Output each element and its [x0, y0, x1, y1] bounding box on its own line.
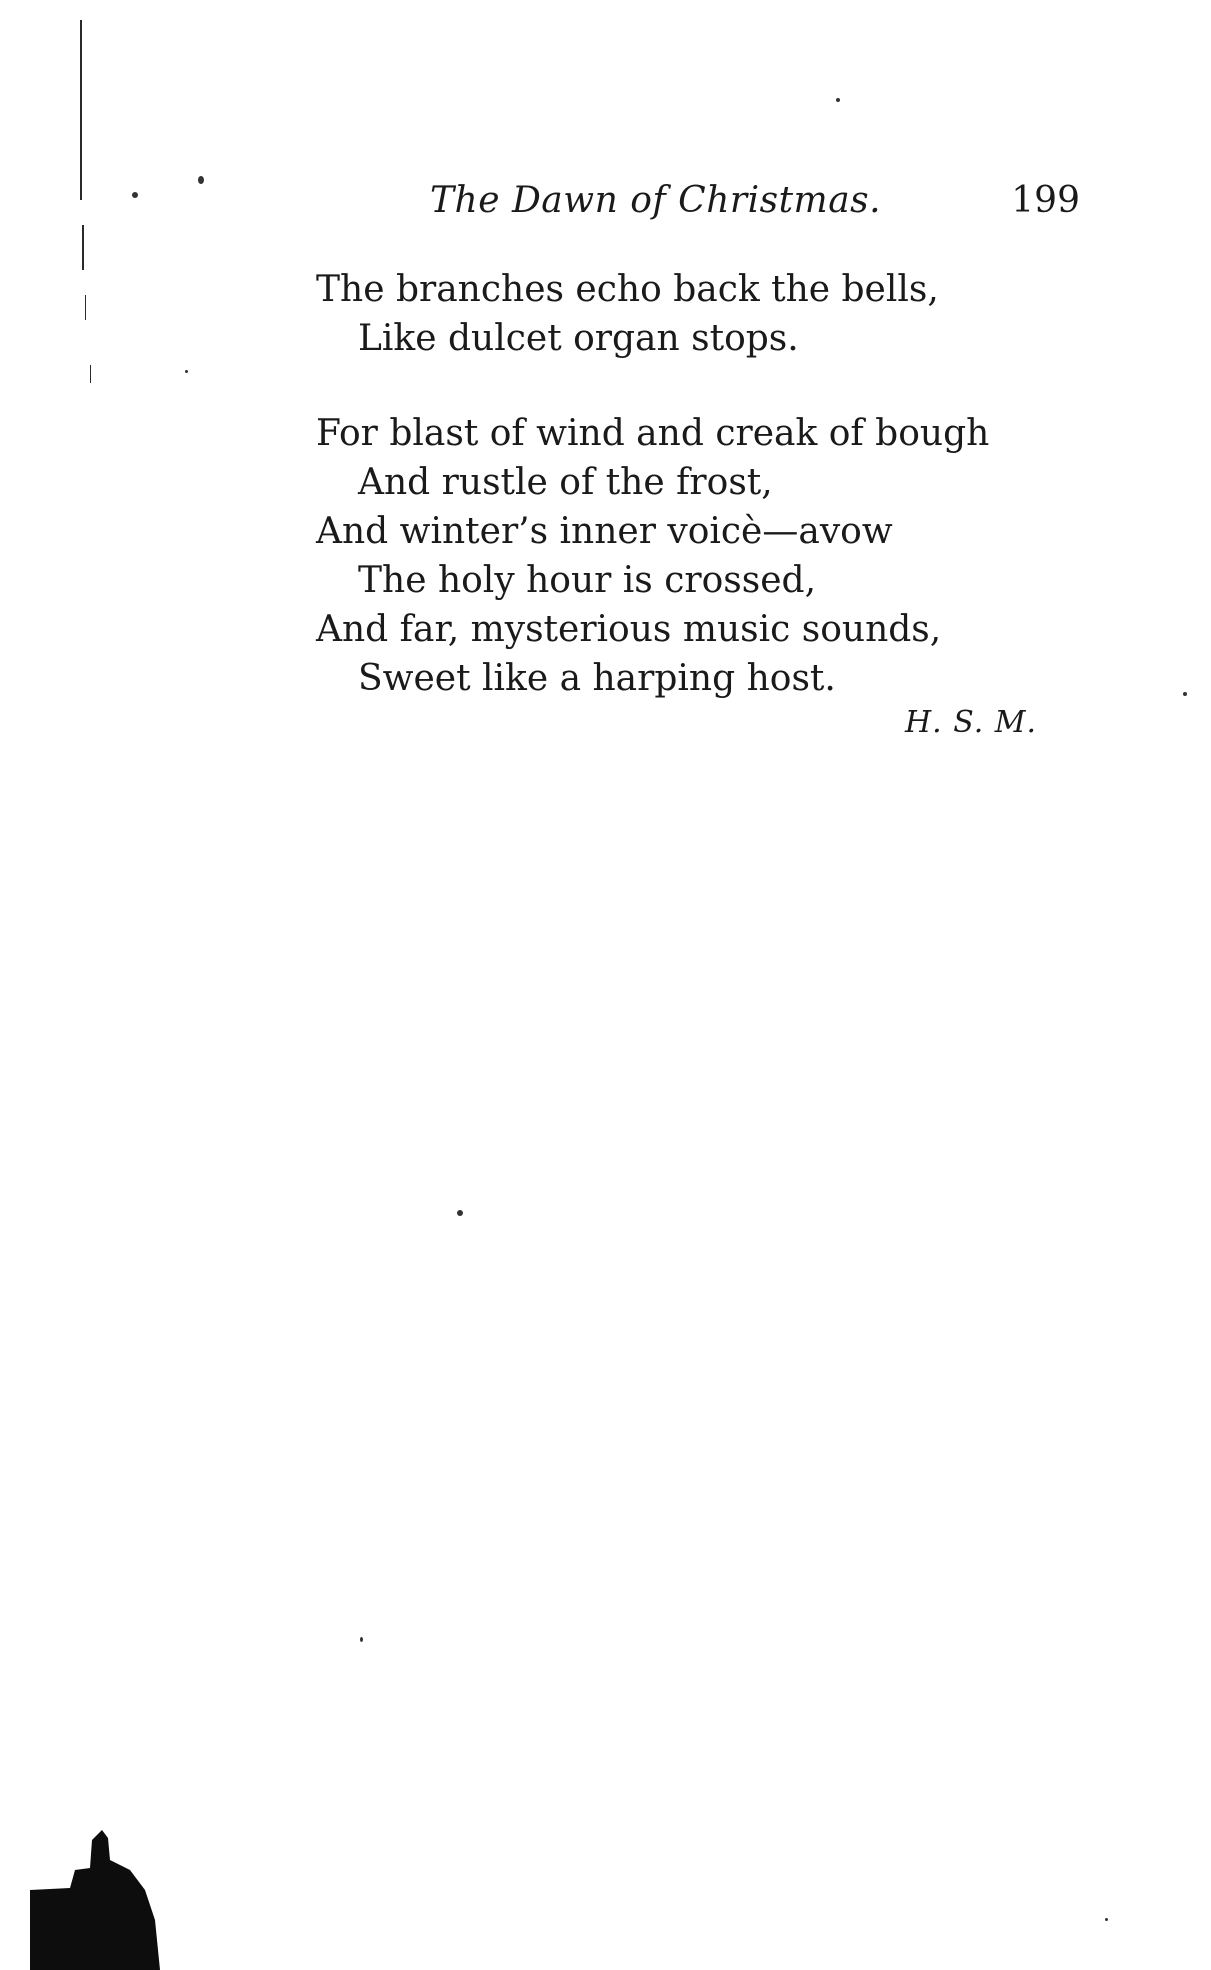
binding-mark [85, 295, 86, 320]
ink-speck [1183, 692, 1187, 696]
ink-speck [836, 98, 840, 102]
poem-line: And far, mysterious music sounds, [316, 609, 942, 650]
binding-mark [90, 365, 91, 383]
poem-line: And winter’s inner voicè—avow [316, 511, 893, 552]
binding-mark [80, 20, 82, 200]
ink-speck [185, 370, 188, 373]
page-number: 199 [1011, 180, 1080, 221]
poem-line: Sweet like a harping host. [358, 658, 836, 699]
poem-line: The branches echo back the bells, [316, 269, 939, 310]
poem-line: For blast of wind and creak of bough [316, 413, 990, 454]
page-header [300, 180, 1080, 230]
ink-speck [198, 176, 204, 184]
ink-speck [457, 1210, 463, 1216]
page-edge-blot [30, 1830, 170, 1970]
stanza [316, 265, 1076, 363]
ink-speck [1105, 1918, 1108, 1921]
poem-line: The holy hour is crossed, [358, 560, 817, 601]
binding-mark [82, 225, 84, 270]
poem-body [316, 265, 1076, 703]
ink-speck [132, 192, 138, 198]
poem-line: And rustle of the frost, [358, 462, 773, 503]
poem-line: Like dulcet organ stops. [358, 318, 799, 359]
running-title: The Dawn of Christmas. [430, 180, 882, 221]
stanza [316, 409, 1076, 703]
author-attribution: H. S. M. [905, 705, 1038, 740]
ink-speck [360, 1637, 363, 1642]
